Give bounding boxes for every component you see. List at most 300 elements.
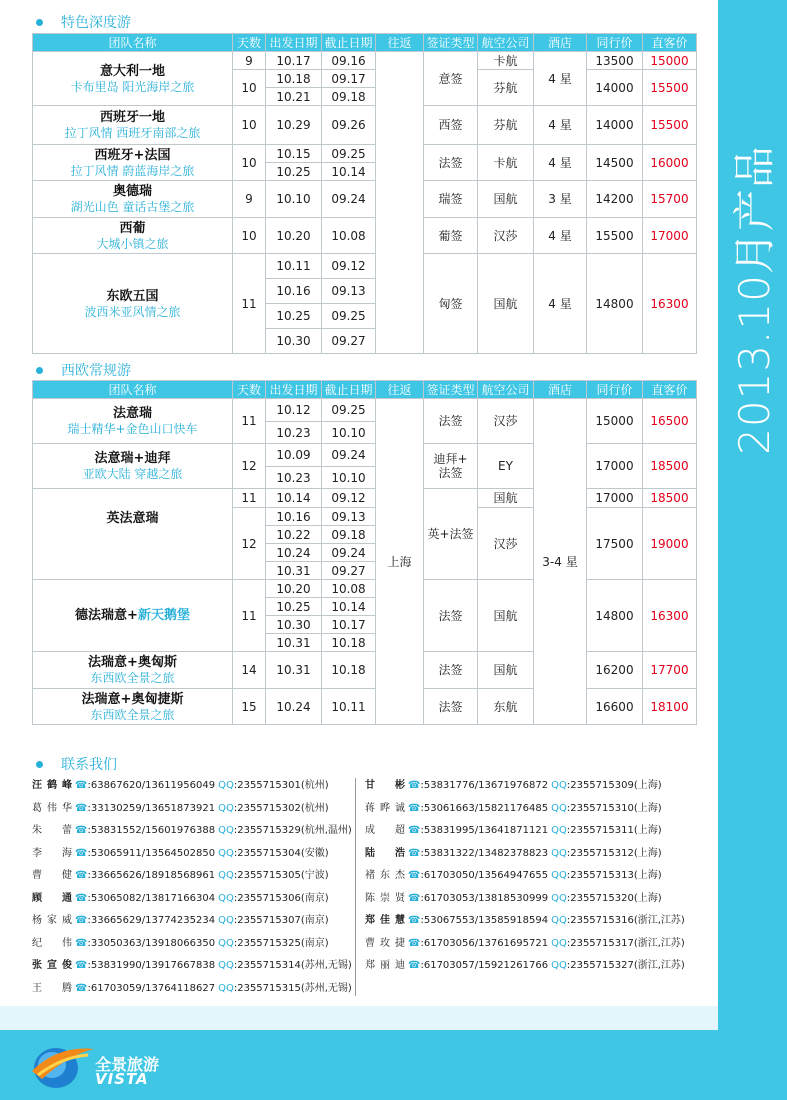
tour-name: 奥德瑞	[112, 184, 152, 199]
airline-cell: 国航	[478, 181, 534, 218]
deadline-cell: 10.17	[322, 616, 376, 634]
qq-label: QQ	[218, 825, 234, 836]
visa-cell: 法签	[424, 580, 478, 652]
visa-cell: 匈签	[424, 254, 478, 354]
deadline-cell: 10.10	[322, 467, 376, 489]
days-cell: 10	[233, 106, 266, 145]
contact-phone: :33665629/13774235234	[87, 915, 216, 926]
contact-phone: :53831776/13671976872	[420, 780, 549, 791]
peer-price-cell: 15500	[587, 218, 643, 254]
contact-name: 王 腾	[32, 982, 72, 994]
retail-price-cell: 18100	[643, 689, 697, 725]
deadline-cell: 09.16	[322, 52, 376, 70]
logo-english-text: VISTA	[95, 1070, 149, 1088]
peer-price-cell: 14800	[587, 254, 643, 354]
header-cell: 天数	[233, 381, 266, 399]
contact-qq: :2355715305(宁波)	[233, 870, 329, 881]
deadline-cell: 09.24	[322, 444, 376, 467]
contact-phone: :61703056/13761695721	[420, 937, 549, 949]
contact-row	[365, 843, 685, 866]
table-row	[33, 106, 697, 145]
tour-subtitle: 拉丁风情 蔚蓝海岸之旅	[70, 163, 195, 178]
peer-price-cell: 15000	[587, 399, 643, 444]
hotel-cell: 4 星	[534, 145, 587, 181]
departure-cell: 10.30	[266, 329, 322, 354]
departure-cell: 10.10	[266, 181, 322, 218]
contact-name: 张宣俊	[32, 960, 72, 971]
hotel-cell: 4 星	[534, 218, 587, 254]
contact-row	[365, 888, 685, 911]
departure-cell: 10.21	[266, 88, 322, 106]
contact-row	[365, 820, 685, 843]
airline-cell: 汉莎	[478, 508, 534, 580]
deadline-cell: 09.17	[322, 70, 376, 88]
tour-name-cell	[33, 218, 233, 254]
phone-icon: ☎	[408, 892, 421, 904]
airline-cell: 卡航	[478, 52, 534, 70]
contact-qq: :2355715304(安徽)	[233, 847, 329, 859]
peer-price-cell: 14200	[587, 181, 643, 218]
departure-cell: 10.09	[266, 444, 322, 467]
table-row	[33, 652, 697, 689]
departure-cell: 10.17	[266, 52, 322, 70]
phone-icon: ☎	[75, 892, 88, 904]
contact-qq: :2355715302(杭州)	[233, 802, 329, 814]
visa-cell: 法签	[424, 399, 478, 444]
tour-name: 西葡	[119, 220, 146, 236]
contact-name: 郑丽迪	[365, 960, 405, 971]
airline-cell: 国航	[478, 580, 534, 652]
visa-line: 迪拜+	[433, 452, 468, 466]
header-cell: 团队名称	[33, 381, 233, 399]
bullet-dot-icon	[36, 19, 43, 26]
deadline-cell: 09.27	[322, 562, 376, 580]
departure-cell: 10.31	[266, 562, 322, 580]
qq-label: QQ	[218, 780, 234, 791]
departure-cell: 10.20	[266, 580, 322, 598]
tour-name: 英法意瑞	[106, 511, 159, 526]
section-heading-contacts	[36, 754, 117, 774]
phone-icon: ☎	[75, 915, 88, 926]
peer-price-cell: 17000	[587, 489, 643, 508]
contact-qq: :2355715329(杭州,温州)	[233, 825, 352, 836]
tour-name: 法意瑞+迪拜	[94, 451, 171, 466]
table-row	[33, 52, 697, 70]
logo-chinese-text: 全景旅游	[95, 1055, 160, 1074]
hotel-cell: 4 星	[534, 254, 587, 354]
days-cell: 15	[233, 689, 266, 725]
departure-cell: 10.20	[266, 218, 322, 254]
contact-phone: :33130259/13651873921	[87, 802, 216, 814]
contact-name: 陈崇贤	[365, 892, 405, 904]
peer-price-cell: 13500	[587, 52, 643, 70]
contact-phone: :63867620/13611956049	[87, 780, 216, 791]
deadline-cell: 10.10	[322, 422, 376, 444]
days-cell: 11	[233, 399, 266, 444]
qq-label: QQ	[551, 870, 567, 881]
header-cell: 酒店	[534, 34, 587, 52]
regular-tours-table	[32, 380, 697, 725]
peer-price-cell: 16200	[587, 652, 643, 689]
retail-price-cell: 16500	[643, 399, 697, 444]
tour-name-cell	[33, 444, 233, 489]
airline-cell: EY	[478, 444, 534, 489]
phone-icon: ☎	[408, 802, 421, 814]
section-title: 西欧常规游	[61, 363, 131, 379]
retail-price-cell: 16300	[643, 580, 697, 652]
days-cell: 11	[233, 580, 266, 652]
departure-cell: 10.15	[266, 145, 322, 163]
contact-name: 曹 健	[32, 870, 72, 881]
deadline-cell: 09.25	[322, 304, 376, 329]
visa-cell: 西签	[424, 106, 478, 145]
peer-price-cell: 17000	[587, 444, 643, 489]
contact-phone: :33050363/13918066350	[87, 937, 216, 949]
hotel-cell: 3-4 星	[534, 399, 587, 725]
qq-label: QQ	[551, 780, 567, 791]
visa-cell: 法签	[424, 652, 478, 689]
contact-row	[32, 820, 352, 843]
tour-name: 德法瑞意+	[75, 607, 138, 623]
tour-name: 西班牙+法国	[94, 147, 171, 163]
hotel-cell: 3 星	[534, 181, 587, 218]
retail-price-cell: 15000	[643, 52, 697, 70]
section-title: 联系我们	[61, 757, 117, 773]
contact-phone: :53831322/13482378823	[420, 847, 549, 859]
qq-label: QQ	[218, 802, 234, 814]
hotel-cell: 4 星	[534, 106, 587, 145]
days-cell: 10	[233, 218, 266, 254]
peer-price-cell: 14500	[587, 145, 643, 181]
contact-row	[32, 910, 352, 933]
airline-cell: 国航	[478, 652, 534, 689]
contact-qq: :2355715306(南京)	[233, 892, 329, 904]
phone-icon: ☎	[408, 870, 421, 881]
header-cell: 截止日期	[322, 34, 376, 52]
tour-name-cell	[33, 489, 233, 580]
deadline-cell: 10.14	[322, 598, 376, 616]
contact-qq: :2355715327(浙江,江苏)	[566, 960, 685, 971]
contact-qq: :2355715301(杭州)	[233, 780, 329, 791]
retail-price-cell: 18500	[643, 444, 697, 489]
days-cell: 10	[233, 145, 266, 181]
deadline-cell: 09.18	[322, 88, 376, 106]
visa-cell: 法签	[424, 145, 478, 181]
qq-label: QQ	[218, 892, 234, 904]
deadline-cell: 09.18	[322, 526, 376, 544]
featured-tours-table	[32, 33, 697, 354]
contact-name: 纪 伟	[32, 937, 72, 949]
tour-name: 西班牙一地	[99, 110, 165, 125]
tour-name-cell	[33, 52, 233, 106]
visa-cell: 意签	[424, 52, 478, 106]
departure-cell: 10.24	[266, 544, 322, 562]
contact-name: 朱 蕾	[32, 825, 72, 836]
header-cell: 往返	[376, 34, 424, 52]
qq-label: QQ	[218, 915, 234, 926]
header-cell: 往返	[376, 381, 424, 399]
contact-phone: :53831990/13917667838	[87, 960, 216, 971]
header-cell: 同行价	[587, 381, 643, 399]
phone-icon: ☎	[75, 780, 88, 791]
peer-price-cell: 14000	[587, 106, 643, 145]
retail-price-cell: 15500	[643, 70, 697, 106]
table-row	[33, 145, 697, 163]
header-cell: 签证类型	[424, 34, 478, 52]
tour-name: 法瑞意+奥匈斯	[88, 655, 177, 670]
deadline-cell: 10.08	[322, 580, 376, 598]
contact-phone: :53065911/13564502850	[87, 847, 216, 859]
section-heading-regular	[36, 360, 131, 380]
header-cell: 签证类型	[424, 381, 478, 399]
contact-row	[32, 955, 352, 978]
table-row	[33, 489, 697, 508]
tour-name: 意大利一地	[99, 63, 165, 79]
contact-row	[365, 933, 685, 956]
phone-icon: ☎	[75, 937, 88, 949]
contact-phone: :53831995/13641871121	[420, 825, 549, 836]
contact-qq: :2355715314(苏州,无锡)	[233, 960, 352, 971]
departure-cell: 10.16	[266, 508, 322, 526]
contact-row	[365, 798, 685, 821]
contact-name: 郑佳慧	[365, 915, 405, 926]
contact-row	[32, 888, 352, 911]
tour-name: 东欧五国	[106, 288, 159, 304]
contact-row	[32, 865, 352, 888]
peer-price-cell: 16600	[587, 689, 643, 725]
deadline-cell: 09.27	[322, 329, 376, 354]
retail-price-cell: 16300	[643, 254, 697, 354]
tour-subtitle: 波西米亚风情之旅	[84, 304, 181, 319]
tour-name-cell	[33, 399, 233, 444]
tour-name-cell	[33, 580, 233, 652]
header-cell: 同行价	[587, 34, 643, 52]
qq-label: QQ	[218, 982, 234, 994]
contact-phone: :61703053/13818530999	[420, 892, 549, 904]
header-cell: 直客价	[643, 34, 697, 52]
tour-name-cell	[33, 181, 233, 218]
header-cell: 航空公司	[478, 34, 534, 52]
qq-label: QQ	[551, 802, 567, 814]
tour-name: 法瑞意+奥匈捷斯	[81, 691, 184, 707]
phone-icon: ☎	[408, 937, 421, 949]
round-trip-city-cell: 上海	[376, 399, 424, 725]
departure-cell: 10.11	[266, 254, 322, 279]
departure-cell: 10.14	[266, 489, 322, 508]
table-row	[33, 399, 697, 422]
contact-qq: :2355715310(上海)	[566, 802, 662, 814]
deadline-cell: 09.13	[322, 279, 376, 304]
contact-phone: :53067553/13585918594	[420, 915, 549, 926]
contact-qq: :2355715315(苏州,无锡)	[233, 982, 352, 994]
visa-cell: 法签	[424, 689, 478, 725]
contact-name: 甘 彬	[365, 780, 405, 791]
table-header-row	[33, 381, 697, 399]
header-cell: 酒店	[534, 381, 587, 399]
retail-price-cell: 19000	[643, 508, 697, 580]
contacts-column-right	[365, 775, 685, 978]
departure-cell: 10.16	[266, 279, 322, 304]
contact-qq: :2355715316(浙江,江苏)	[566, 915, 685, 926]
retail-price-cell: 15500	[643, 106, 697, 145]
days-cell: 9	[233, 181, 266, 218]
retail-price-cell: 18500	[643, 489, 697, 508]
visa-cell: 瑞签	[424, 181, 478, 218]
deadline-cell: 10.18	[322, 652, 376, 689]
tour-name-highlight: 新天鹅堡	[137, 607, 190, 623]
table-row	[33, 689, 697, 725]
departure-cell: 10.23	[266, 467, 322, 489]
qq-label: QQ	[218, 870, 234, 881]
contact-phone: :61703057/15921261766	[420, 960, 549, 971]
qq-label: QQ	[218, 960, 234, 971]
section-title: 特色深度游	[61, 15, 131, 31]
departure-cell: 10.24	[266, 689, 322, 725]
airline-cell: 汉莎	[478, 399, 534, 444]
contacts-column-left	[32, 775, 352, 1000]
table-row	[33, 580, 697, 598]
departure-cell: 10.25	[266, 304, 322, 329]
tour-subtitle: 拉丁风情 西班牙南部之旅	[64, 126, 201, 140]
contact-qq: :2355715320(上海)	[566, 892, 662, 904]
airline-cell: 卡航	[478, 145, 534, 181]
contact-phone: :53831552/15601976388	[87, 825, 216, 836]
phone-icon: ☎	[408, 780, 421, 791]
contact-name: 杨家威	[32, 915, 72, 926]
departure-cell: 10.29	[266, 106, 322, 145]
contact-phone: :33665626/18918568961	[87, 870, 216, 881]
bullet-dot-icon	[36, 367, 43, 374]
phone-icon: ☎	[75, 960, 88, 971]
contact-qq: :2355715309(上海)	[566, 780, 662, 791]
tour-name-cell	[33, 652, 233, 689]
contact-qq: :2355715312(上海)	[566, 847, 662, 859]
hotel-cell: 4 星	[534, 52, 587, 106]
airline-cell: 东航	[478, 689, 534, 725]
deadline-cell: 09.12	[322, 489, 376, 508]
contact-row	[32, 978, 352, 1001]
departure-cell: 10.31	[266, 652, 322, 689]
tour-subtitle: 卡布里岛 阳光海岸之旅	[70, 79, 195, 94]
round-trip-cell	[376, 52, 424, 354]
airline-cell: 汉莎	[478, 218, 534, 254]
deadline-cell: 10.18	[322, 634, 376, 652]
tour-subtitle: 瑞士精华+金色山口快车	[67, 422, 198, 436]
departure-cell: 10.31	[266, 634, 322, 652]
header-cell: 出发日期	[266, 381, 322, 399]
days-cell: 9	[233, 52, 266, 70]
tour-name-cell	[33, 145, 233, 181]
header-cell: 天数	[233, 34, 266, 52]
retail-price-cell: 15700	[643, 181, 697, 218]
header-cell: 截止日期	[322, 381, 376, 399]
contact-name: 蒋晔诚	[365, 802, 405, 814]
peer-price-cell: 14000	[587, 70, 643, 106]
qq-label: QQ	[551, 937, 567, 949]
visa-cell: 葡签	[424, 218, 478, 254]
departure-cell: 10.30	[266, 616, 322, 634]
days-cell: 14	[233, 652, 266, 689]
contact-phone: :53065082/13817166304	[87, 892, 216, 904]
deadline-cell: 09.25	[322, 145, 376, 163]
bullet-dot-icon	[36, 761, 43, 768]
contact-name: 葛伟华	[32, 802, 72, 814]
departure-cell: 10.23	[266, 422, 322, 444]
qq-label: QQ	[218, 847, 234, 859]
qq-label: QQ	[551, 960, 567, 971]
days-cell: 11	[233, 489, 266, 508]
departure-cell: 10.22	[266, 526, 322, 544]
contact-qq: :2355715317(浙江,江苏)	[566, 937, 685, 949]
deadline-cell: 09.26	[322, 106, 376, 145]
sidebar-title-wrap	[700, 145, 787, 455]
airline-cell: 国航	[478, 489, 534, 508]
peer-price-cell: 17500	[587, 508, 643, 580]
departure-cell: 10.25	[266, 163, 322, 181]
qq-label: QQ	[218, 937, 234, 949]
contact-name: 李 海	[32, 847, 72, 859]
deadline-cell: 09.13	[322, 508, 376, 526]
phone-icon: ☎	[75, 825, 88, 836]
tour-subtitle: 湖光山色 童话古堡之旅	[70, 200, 195, 214]
header-cell: 航空公司	[478, 381, 534, 399]
contact-row	[32, 843, 352, 866]
contact-row	[365, 910, 685, 933]
retail-price-cell: 17700	[643, 652, 697, 689]
table-row	[33, 218, 697, 254]
qq-label: QQ	[551, 915, 567, 926]
departure-cell: 10.12	[266, 399, 322, 422]
tour-name-cell	[33, 689, 233, 725]
departure-cell: 10.18	[266, 70, 322, 88]
deadline-cell: 09.12	[322, 254, 376, 279]
header-cell: 出发日期	[266, 34, 322, 52]
visa-cell	[424, 444, 478, 489]
days-cell: 12	[233, 444, 266, 489]
days-cell: 11	[233, 254, 266, 354]
visa-line: 法签	[438, 466, 463, 480]
qq-label: QQ	[551, 892, 567, 904]
contacts-divider	[355, 778, 356, 996]
contact-qq: :2355715311(上海)	[566, 825, 662, 836]
contact-row	[32, 775, 352, 798]
contact-row	[32, 798, 352, 821]
contact-qq: :2355715325(南京)	[233, 937, 329, 949]
phone-icon: ☎	[75, 982, 88, 994]
contact-name: 褚东杰	[365, 870, 405, 881]
deadline-cell: 09.24	[322, 181, 376, 218]
contact-row	[365, 775, 685, 798]
header-cell: 团队名称	[33, 34, 233, 52]
phone-icon: ☎	[75, 870, 88, 881]
deadline-cell: 10.08	[322, 218, 376, 254]
tour-subtitle: 东西欧全景之旅	[90, 671, 175, 685]
tour-subtitle: 大城小镇之旅	[96, 236, 169, 251]
airline-cell: 芬航	[478, 70, 534, 106]
contact-row	[365, 955, 685, 978]
peer-price-cell: 14800	[587, 580, 643, 652]
header-cell: 直客价	[643, 381, 697, 399]
table-row	[33, 254, 697, 279]
tour-name-cell	[33, 106, 233, 145]
deadline-cell: 09.25	[322, 399, 376, 422]
tour-name: 法意瑞	[112, 406, 152, 421]
section-heading-featured	[36, 12, 131, 32]
table-row	[33, 181, 697, 218]
table-header-row	[33, 34, 697, 52]
visa-cell: 英+法签	[424, 489, 478, 580]
contact-phone: :61703050/13564947655	[420, 870, 549, 881]
